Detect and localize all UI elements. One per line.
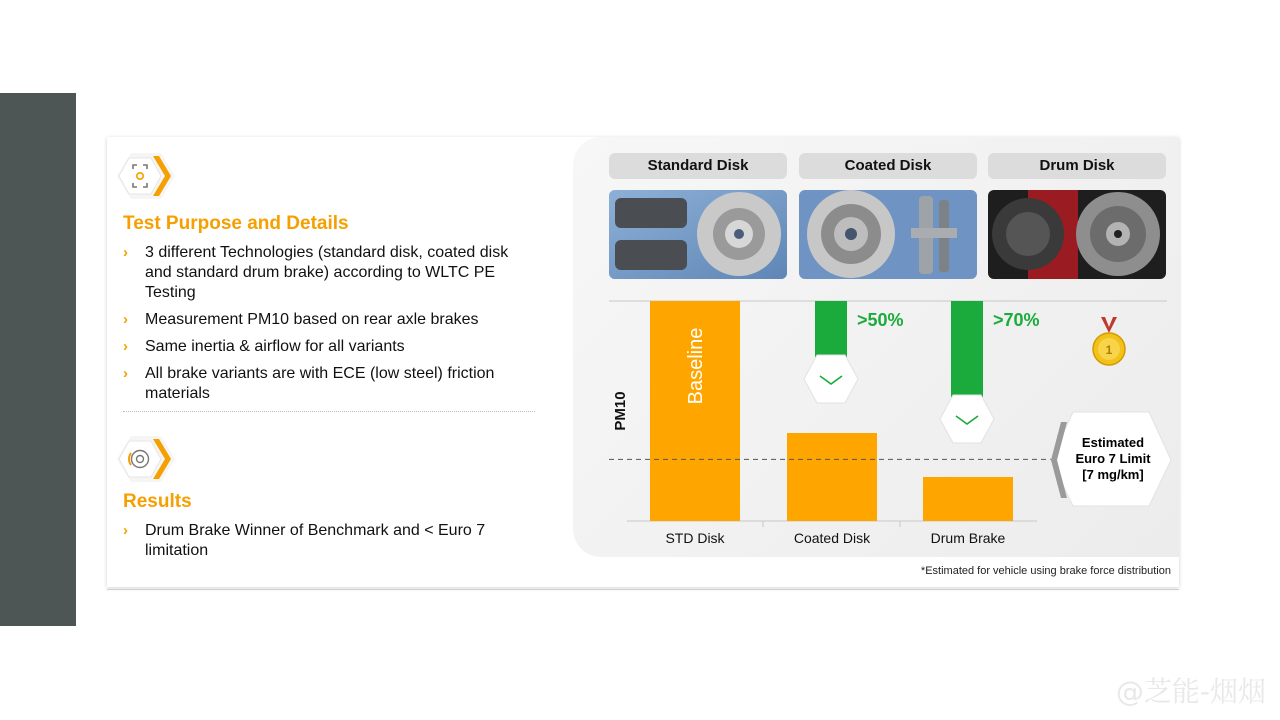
limit-label-line: [7 mg/km]: [1082, 467, 1144, 482]
euro7-limit-badge: [1051, 412, 1171, 506]
limit-label-line: Euro 7 Limit: [1075, 451, 1151, 466]
gold-medal-icon: [1093, 317, 1125, 365]
bar-coated-disk: [787, 433, 877, 521]
card-bottom-rule: [107, 589, 1179, 590]
reduction-label: >50%: [857, 310, 904, 330]
section-divider: [123, 411, 535, 412]
results-list: [123, 521, 533, 568]
target-scan-icon: [117, 150, 175, 202]
chevron-right-icon: ›: [123, 365, 128, 382]
purpose-list: [123, 243, 533, 411]
left-panel: [107, 137, 557, 587]
tech-label-coated-disk: Coated Disk: [799, 153, 977, 179]
reduction-arrow-coated-disk: [804, 301, 904, 403]
list-item: › All brake variants are with ECE (low steel) friction materials: [123, 365, 495, 402]
reduction-arrow-drum-brake: [940, 301, 1040, 443]
list-item: › 3 different Technologies (standard disk, coated disk and standard drum brake) according to WLTC PE Testing: [123, 244, 509, 301]
chevron-right-icon: ›: [123, 311, 128, 328]
x-tick-label: Coated Disk: [793, 530, 871, 546]
chart-panel: [573, 137, 1179, 557]
bar-drum-brake: [923, 477, 1013, 521]
brake-pads-and-disk-photo: [609, 190, 787, 279]
list-item: › Same inertia & airflow for all variants: [123, 338, 405, 355]
chevron-right-icon: ›: [123, 522, 128, 539]
svg-text:1: 1: [1105, 343, 1113, 357]
tech-label-standard-disk: Standard Disk: [609, 153, 787, 179]
pm10-bar-chart: [573, 287, 1179, 557]
footnote: *Estimated for vehicle using brake force distribution: [920, 565, 1171, 577]
chevron-down-icon: [940, 395, 994, 443]
list-item: › Drum Brake Winner of Benchmark and < Euro 7 limitation: [123, 522, 486, 559]
drum-brake-photo: [988, 190, 1166, 279]
results-title: Results: [123, 491, 192, 512]
tech-label-drum-disk: Drum Disk: [988, 153, 1166, 179]
watermark: @芝能-烟烟: [1115, 675, 1266, 708]
x-tick-label: STD Disk: [665, 530, 725, 546]
x-tick-label: Drum Brake: [930, 530, 1006, 546]
side-accent-bar: [0, 93, 76, 626]
slide-card: [107, 137, 1179, 587]
list-item: › Measurement PM10 based on rear axle brakes: [123, 311, 479, 328]
limit-label-line: Estimated: [1081, 435, 1145, 450]
reduction-label: >70%: [993, 310, 1040, 330]
brake-disc-icon: [117, 433, 175, 485]
chevron-down-icon: [804, 355, 858, 403]
purpose-title: Test Purpose and Details: [123, 213, 349, 234]
chevron-right-icon: ›: [123, 338, 128, 355]
chevron-right-icon: ›: [123, 244, 128, 261]
y-axis-label: PM10: [612, 391, 629, 431]
coated-disk-and-caliper-photo: [799, 190, 977, 279]
baseline-label: Baseline: [685, 327, 707, 405]
